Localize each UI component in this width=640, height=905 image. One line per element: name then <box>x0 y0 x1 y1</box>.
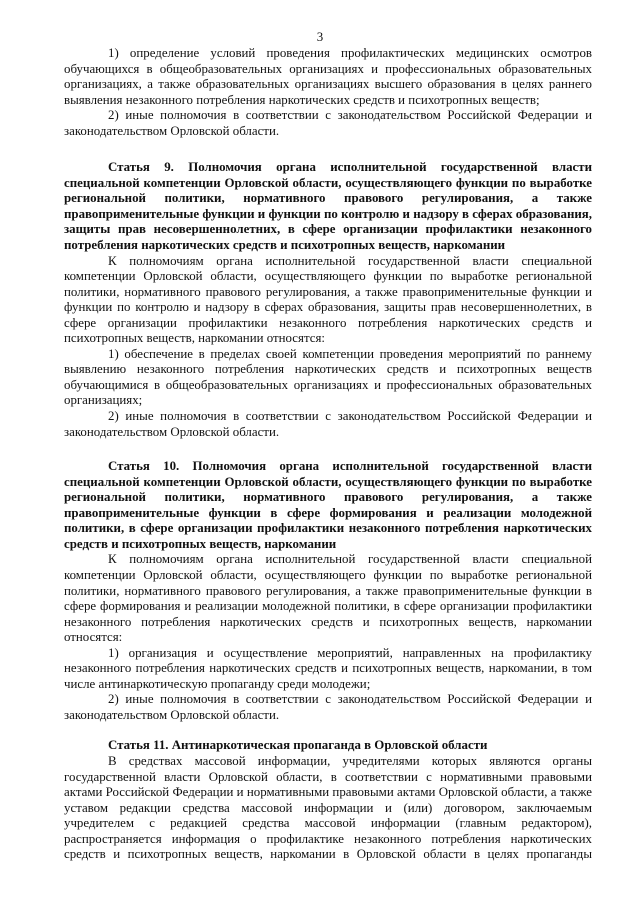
article-10 <box>64 459 592 723</box>
article-11-heading: Статья 11. Антинаркотическая пропаганда в Орловской области <box>108 738 488 753</box>
article-10-lead: К полномочиям органа исполнительной государственной власти специальной компетенции Орловской области, осуществляющего функции по выработке региональной политики, нормативного правового регулирования, а также правоприменительные функции в сфере формирования и реализации молодежной политики, в сфере организации профилактики незаконного потребления наркотических средств и психотропных веществ, наркомании относятся: <box>64 552 592 645</box>
article-9-heading: Статья 9. Полномочия органа исполнительной государственной власти специальной компетенции Орловской области, осуществляющего функции по выработке региональной политики, нормативного правового регулирования, а также правоприменительные функции и функции по контролю и надзору в сферах образования, защиты прав несовершеннолетних, в сфере организации профилактики незаконного потребления наркотических средств и психотропных веществ, наркомании <box>64 160 592 253</box>
article-9-lead: К полномочиям органа исполнительной государственной власти специальной компетенции Орловской области, осуществляющего функции по выработке региональной политики, нормативного правового регулирования, а также правоприменительные функции и функции по контролю и надзору в сферах образования, защиты прав несовершеннолетних, в сфере организации профилактики незаконного потребления наркотических средств и психотропных веществ, наркомании относятся: <box>64 253 592 346</box>
article-10-heading: Статья 10. Полномочия органа исполнительной государственной власти специальной компетенции Орловской области, осуществляющего функции по выработке региональной политики, нормативного правового регулирования, а также правоприменительные функции в сфере формирования и реализации молодежной политики, в сфере организации профилактики незаконного потребления наркотических средств и психотропных веществ, наркомании <box>64 459 592 551</box>
document-body <box>64 46 592 863</box>
article-9-item-2: 2) иные полномочия в соответствии с законодательством Российской Федерации и законодательством Орловской области. <box>64 409 592 439</box>
article-11-body: В средствах массовой информации, учредителями которых являются органы государственной власти Орловской области, в соответствии с нормативными правовыми актами Российской Федерации и нормативными правовыми актами Орловской области, а также уставом редакции средства массовой информации и (или) договором, заключаемым учредителем с редакцией средства массовой информации (главным редактором), распространяется информация о профилактике незаконного потребления наркотических средств и психотропных веществ, наркомании в Орловской области в целях пропаганды <box>64 753 592 862</box>
intro-item-1: 1) определение условий проведения профилактических медицинских осмотров обучающихся в общеобразовательных организациях и профессиональных образовательных организациях, а также образовательных организациях высшего образования в целях раннего выявления незаконного потребления наркотических средств и психотропных веществ; <box>64 46 592 107</box>
article-10-item-1: 1) организация и осуществление мероприятий, направленных на профилактику незаконного потребления наркотических средств и психотропных веществ, наркомании, в том числе антинаркотическую пропаганду среди молодежи; <box>64 645 592 691</box>
article-10-item-2: 2) иные полномочия в соответствии с законодательством Российской Федерации и законодательством Орловской области. <box>64 692 592 722</box>
page-number: 3 <box>316 30 324 44</box>
intro-item-2: 2) иные полномочия в соответствии с законодательством Российской Федерации и законодательством Орловской области. <box>64 108 592 138</box>
article-9 <box>64 160 592 440</box>
article-9-item-1: 1) обеспечение в пределах своей компетенции проведения мероприятий по раннему выявлению незаконного потребления наркотических средств и психотропных веществ обучающимися в общеобразовательных организациях и профессиональных образовательных организациях; <box>64 346 592 408</box>
article-11 <box>64 738 592 862</box>
